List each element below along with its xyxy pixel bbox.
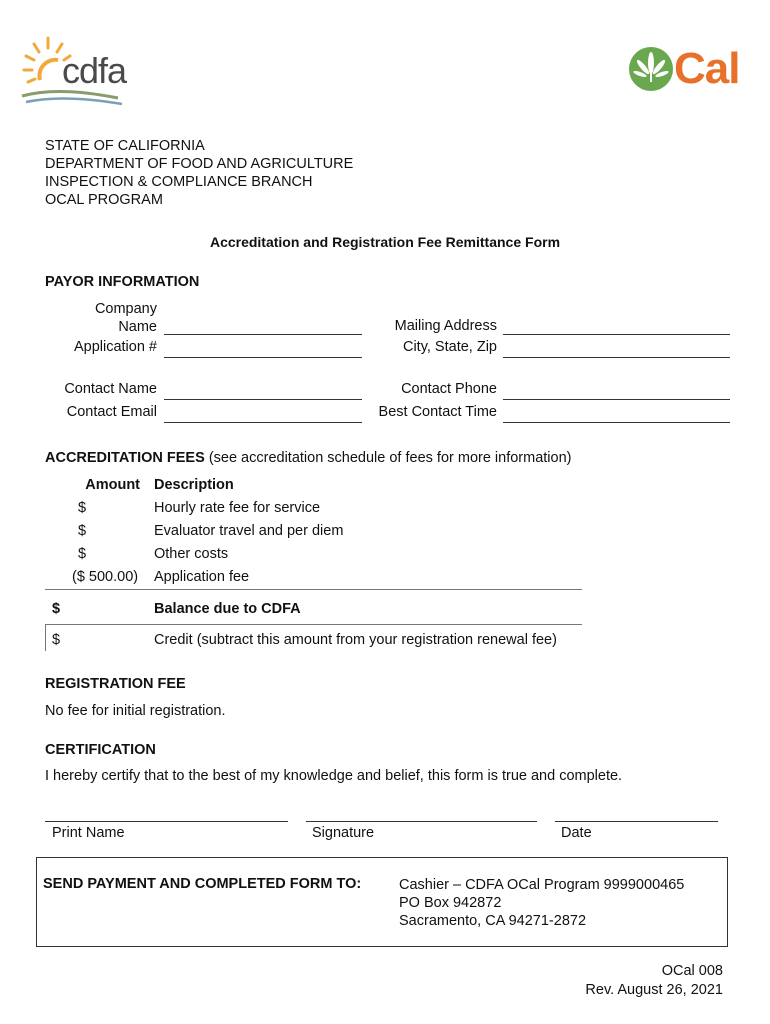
fee-row-amount: ($ 500.00)	[72, 569, 139, 585]
fee-row-description: Application fee	[154, 569, 250, 585]
accreditation-section-title: ACCREDITATION FEES	[45, 450, 205, 466]
certification-text: I hereby certify that to the best of my knowledge and belief, this form is true and complete.	[45, 768, 623, 784]
company-label-line: Company	[94, 301, 157, 317]
form-number: OCal 008	[661, 963, 723, 979]
print-name-label: Print Name	[52, 825, 125, 841]
payment-address	[399, 876, 684, 930]
fee-row-description: Hourly rate fee for service	[154, 500, 321, 516]
revision-date: Rev. August 26, 2021	[585, 982, 723, 998]
date-label: Date	[561, 825, 592, 841]
certification-section-title: CERTIFICATION	[45, 742, 156, 758]
signature-label: Signature	[312, 825, 375, 841]
city-state-zip-label: City, State, Zip	[402, 339, 497, 355]
payment-address-line: PO Box 942872	[399, 895, 502, 911]
header-line: DEPARTMENT OF FOOD AND AGRICULTURE	[45, 156, 354, 172]
date-field[interactable]	[555, 821, 718, 822]
agency-header	[45, 137, 353, 209]
fee-row-amount: $	[78, 546, 87, 562]
city-state-zip-field[interactable]	[503, 357, 730, 358]
cdfa-logo	[18, 30, 138, 110]
ocal-logo-text: Cal	[674, 44, 740, 93]
signature-field[interactable]	[306, 821, 537, 822]
cannabis-leaf-icon	[628, 46, 674, 92]
payment-label: SEND PAYMENT AND COMPLETED FORM TO:	[43, 876, 362, 892]
company-label	[40, 300, 157, 336]
mailing-address-label: Mailing Address	[394, 318, 497, 334]
payor-section-title: PAYOR INFORMATION	[45, 274, 200, 290]
balance-due-label: Balance due to CDFA	[154, 601, 301, 617]
header-line: OCAL PROGRAM	[45, 192, 163, 208]
fee-table-divider	[45, 589, 582, 590]
company-name-field[interactable]	[164, 334, 362, 335]
accreditation-section-header	[45, 450, 572, 466]
contact-name-label: Contact Name	[64, 381, 157, 397]
application-label: Application #	[73, 339, 157, 355]
best-contact-time-label: Best Contact Time	[378, 404, 497, 420]
ocal-logo	[628, 44, 739, 94]
payment-address-line: Cashier – CDFA OCal Program 9999000465	[399, 877, 685, 893]
balance-symbol: $	[52, 601, 61, 617]
mailing-address-field[interactable]	[503, 334, 730, 335]
payment-address-line: Sacramento, CA 94271-2872	[399, 913, 587, 929]
company-label-line: Name	[118, 319, 157, 335]
print-name-field[interactable]	[45, 821, 288, 822]
fee-row-description: Other costs	[154, 546, 229, 562]
fee-row-amount: $	[78, 500, 87, 516]
header-line: INSPECTION & COMPLIANCE BRANCH	[45, 174, 313, 190]
credit-symbol: $	[52, 632, 61, 648]
contact-email-field[interactable]	[164, 422, 362, 423]
fee-row-amount: $	[78, 523, 87, 539]
contact-phone-field[interactable]	[503, 399, 730, 400]
best-contact-time-field[interactable]	[503, 422, 730, 423]
contact-name-field[interactable]	[164, 399, 362, 400]
header-line: STATE OF CALIFORNIA	[45, 138, 205, 154]
application-number-field[interactable]	[164, 357, 362, 358]
form-footer	[460, 962, 723, 1000]
contact-email-label: Contact Email	[66, 404, 157, 420]
cdfa-logo-text: cdfa	[62, 50, 127, 91]
balance-divider	[45, 624, 582, 625]
accreditation-note: (see accreditation schedule of fees for more information)	[208, 450, 572, 466]
credit-label: Credit (subtract this amount from your registration renewal fee)	[154, 632, 557, 648]
credit-left-border	[45, 625, 46, 651]
fee-row-description: Evaluator travel and per diem	[154, 523, 344, 539]
description-header: Description	[154, 477, 234, 493]
form-title: Accreditation and Registration Fee Remittance Form	[209, 234, 561, 250]
registration-section-title: REGISTRATION FEE	[45, 676, 186, 692]
amount-header: Amount	[85, 477, 140, 493]
registration-text: No fee for initial registration.	[45, 703, 226, 719]
contact-phone-label: Contact Phone	[401, 381, 497, 397]
